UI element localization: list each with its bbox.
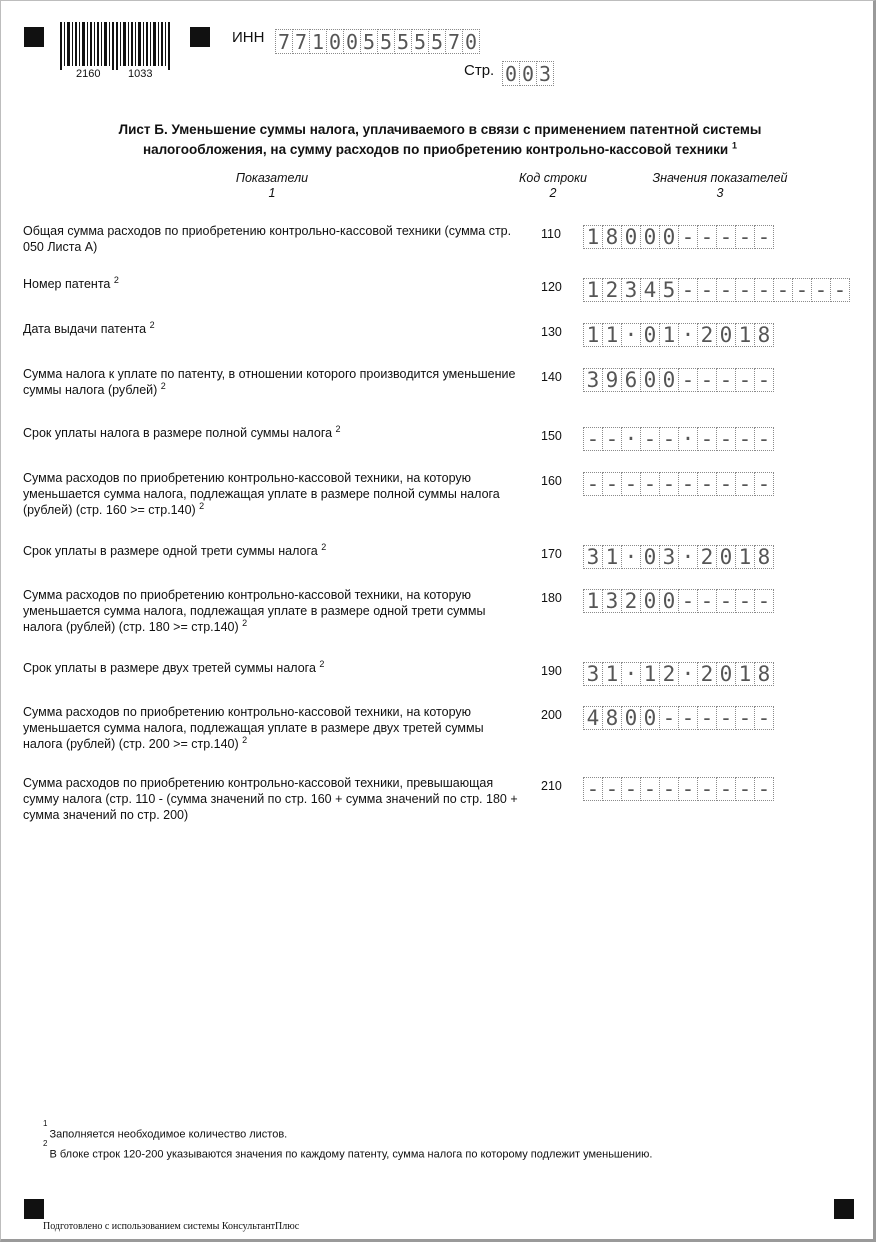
page-label: Стр. [464, 62, 495, 79]
char-cell[interactable]: - [640, 777, 660, 801]
row-value-field-170[interactable] [583, 545, 773, 569]
char-cell[interactable]: - [621, 472, 641, 496]
char-cell[interactable]: 5 [360, 29, 378, 54]
row-value-field-190[interactable] [583, 662, 773, 686]
column-header-values-number: 3 [716, 186, 724, 200]
char-cell[interactable]: - [716, 706, 736, 730]
registration-marker-top-left [24, 27, 44, 47]
char-cell[interactable]: 2 [621, 589, 641, 613]
char-cell[interactable]: - [583, 777, 603, 801]
char-cell[interactable]: - [716, 225, 736, 249]
char-cell[interactable]: 2 [697, 662, 717, 686]
char-cell[interactable]: - [754, 278, 774, 302]
char-cell[interactable]: · [678, 662, 698, 686]
row-label-170 [23, 543, 523, 559]
char-cell[interactable]: 4 [640, 278, 660, 302]
char-cell[interactable]: - [697, 368, 717, 392]
char-cell[interactable]: - [716, 368, 736, 392]
char-cell[interactable]: 8 [754, 545, 774, 569]
sheet-title-line-2: налогообложения, на сумму расходов по приобретению контрольно-кассовой техники [142, 142, 729, 157]
footnote-mark: 2 [321, 541, 327, 552]
char-cell[interactable]: - [697, 777, 717, 801]
row-code-170: 170 [541, 547, 562, 561]
char-cell[interactable]: - [735, 368, 755, 392]
char-cell[interactable]: 0 [343, 29, 361, 54]
page-number-field[interactable] [502, 61, 553, 86]
prepared-by-note: Подготовлено с использованием системы КонсультантПлюс [43, 1221, 300, 1232]
sheet-title-line-1: Лист Б. Уменьшение суммы налога, уплачиваемого в связи с применением патентной системы [118, 122, 762, 137]
char-cell[interactable]: 0 [659, 368, 679, 392]
char-cell[interactable]: - [735, 278, 755, 302]
char-cell[interactable]: 9 [602, 368, 622, 392]
char-cell[interactable]: 3 [536, 61, 554, 86]
char-cell[interactable]: 6 [621, 368, 641, 392]
char-cell[interactable]: 1 [583, 589, 603, 613]
char-cell[interactable]: 5 [659, 278, 679, 302]
registration-marker-top-right [190, 27, 210, 47]
char-cell[interactable]: 2 [697, 323, 717, 347]
row-label-180 [23, 587, 523, 635]
char-cell[interactable]: 0 [716, 545, 736, 569]
char-cell[interactable]: 0 [659, 225, 679, 249]
row-code-140: 140 [541, 370, 562, 384]
row-label-110 [23, 223, 523, 255]
row-label-210 [23, 775, 523, 823]
row-label-text: Срок уплаты налога в размере полной суммы налога [23, 426, 333, 440]
char-cell[interactable]: - [811, 278, 831, 302]
char-cell[interactable]: 1 [735, 545, 755, 569]
row-label-200 [23, 704, 523, 752]
char-cell[interactable]: 3 [659, 545, 679, 569]
char-cell[interactable]: - [792, 278, 812, 302]
char-cell[interactable]: - [735, 225, 755, 249]
char-cell[interactable]: 0 [462, 29, 480, 54]
row-label-text: Номер патента [23, 277, 111, 291]
char-cell[interactable]: - [697, 278, 717, 302]
char-cell[interactable]: 0 [640, 368, 660, 392]
row-label-190 [23, 660, 523, 676]
char-cell[interactable]: - [697, 225, 717, 249]
barcode-number-right: 1033 [128, 68, 153, 80]
char-cell[interactable]: - [716, 278, 736, 302]
char-cell[interactable]: 1 [583, 225, 603, 249]
footnote-1 [43, 1119, 288, 1141]
footnote-2-mark: 2 [43, 1139, 48, 1148]
row-value-field-130[interactable] [583, 323, 773, 347]
char-cell[interactable]: 1 [659, 323, 679, 347]
char-cell[interactable]: 0 [640, 225, 660, 249]
column-header-values [630, 171, 810, 201]
char-cell[interactable]: - [754, 777, 774, 801]
row-code-110: 110 [541, 227, 561, 241]
char-cell[interactable]: - [621, 777, 641, 801]
char-cell[interactable]: 3 [583, 368, 603, 392]
char-cell[interactable]: 2 [659, 662, 679, 686]
char-cell[interactable]: 0 [640, 545, 660, 569]
sheet-title [60, 120, 820, 160]
row-code-200: 200 [541, 708, 562, 722]
row-code-210: 210 [541, 779, 562, 793]
char-cell[interactable]: - [659, 706, 679, 730]
column-header-values-label: Значения показателей [652, 171, 788, 185]
char-cell[interactable]: - [640, 472, 660, 496]
row-label-text: Общая сумма расходов по приобретению контрольно-кассовой техники (сумма стр. 050 Листа А) [23, 224, 512, 254]
row-label-120 [23, 276, 523, 292]
char-cell[interactable]: 3 [621, 278, 641, 302]
char-cell[interactable]: 0 [659, 589, 679, 613]
char-cell[interactable]: - [678, 225, 698, 249]
char-cell[interactable]: - [678, 278, 698, 302]
char-cell[interactable]: - [716, 427, 736, 451]
char-cell[interactable]: - [735, 427, 755, 451]
char-cell[interactable]: - [830, 278, 850, 302]
char-cell[interactable]: 7 [292, 29, 310, 54]
char-cell[interactable]: 0 [716, 662, 736, 686]
footnote-mark: 2 [242, 734, 248, 745]
char-cell[interactable]: 5 [428, 29, 446, 54]
char-cell[interactable]: - [659, 427, 679, 451]
char-cell[interactable]: 1 [309, 29, 327, 54]
char-cell[interactable]: 1 [583, 278, 603, 302]
char-cell[interactable]: 1 [602, 545, 622, 569]
row-label-text: Срок уплаты в размере двух третей суммы налога [23, 661, 316, 675]
row-code-130: 130 [541, 325, 562, 339]
char-cell[interactable]: 0 [326, 29, 344, 54]
char-cell[interactable]: - [735, 472, 755, 496]
row-label-text: Сумма расходов по приобретению контрольно-кассовой техники, на которую уменьшается сумма налога, подлежащая уплате в размере одной трети суммы налога (рублей) (стр. 180 >= стр.140) [23, 588, 486, 634]
footnote-1-text: Заполняется необходимое количество листов. [49, 1128, 288, 1141]
char-cell[interactable]: 2 [697, 545, 717, 569]
title-footnote-mark: 1 [731, 140, 737, 151]
row-label-130 [23, 321, 523, 337]
char-cell[interactable]: 3 [602, 589, 622, 613]
row-value-field-180[interactable] [583, 589, 773, 613]
char-cell[interactable]: - [602, 472, 622, 496]
footnote-2 [43, 1139, 653, 1161]
char-cell[interactable]: 8 [602, 225, 622, 249]
footnote-mark: 2 [335, 423, 341, 434]
char-cell[interactable]: - [678, 777, 698, 801]
char-cell[interactable]: - [697, 427, 717, 451]
char-cell[interactable]: 5 [411, 29, 429, 54]
char-cell[interactable]: - [583, 427, 603, 451]
char-cell[interactable]: · [678, 323, 698, 347]
char-cell[interactable]: 5 [394, 29, 412, 54]
footnote-1-mark: 1 [43, 1119, 48, 1128]
registration-marker-bottom-right [834, 1199, 854, 1219]
char-cell[interactable]: - [659, 472, 679, 496]
row-label-text: Срок уплаты в размере одной трети суммы налога [23, 544, 318, 558]
row-code-180: 180 [541, 591, 562, 605]
char-cell[interactable]: - [602, 427, 622, 451]
column-header-line-code [503, 171, 603, 201]
char-cell[interactable]: 3 [583, 545, 603, 569]
row-label-150 [23, 425, 523, 441]
char-cell[interactable]: 0 [502, 61, 520, 86]
char-cell[interactable]: 8 [754, 662, 774, 686]
barcode-number-left: 2160 [76, 68, 101, 80]
char-cell[interactable]: - [754, 472, 774, 496]
char-cell[interactable]: 8 [602, 706, 622, 730]
char-cell[interactable]: · [621, 662, 641, 686]
row-value-field-210[interactable] [583, 777, 773, 801]
char-cell[interactable]: - [678, 589, 698, 613]
row-code-150: 150 [541, 429, 562, 443]
char-cell[interactable]: 1 [735, 323, 755, 347]
char-cell[interactable]: - [735, 589, 755, 613]
char-cell[interactable]: · [678, 545, 698, 569]
char-cell[interactable]: 4 [583, 706, 603, 730]
row-label-text: Сумма расходов по приобретению контрольно-кассовой техники, на которую уменьшается сумма налога, подлежащая уплате в размере двух третей суммы налога (рублей) (стр. 200 >= стр.140) [23, 705, 484, 751]
column-header-indicators-number: 1 [268, 186, 276, 200]
column-header-line-code-number: 2 [549, 186, 557, 200]
row-value-field-160[interactable] [583, 472, 773, 496]
column-header-indicators [192, 171, 352, 201]
inn-field[interactable] [275, 29, 479, 54]
char-cell[interactable]: · [621, 323, 641, 347]
char-cell[interactable]: 2 [602, 278, 622, 302]
char-cell[interactable]: 0 [519, 61, 537, 86]
footnote-mark: 2 [113, 274, 119, 285]
char-cell[interactable]: 0 [716, 323, 736, 347]
char-cell[interactable]: 0 [640, 323, 660, 347]
column-header-line-code-label: Код строки [519, 171, 587, 185]
char-cell[interactable]: - [735, 777, 755, 801]
char-cell[interactable]: 1 [640, 662, 660, 686]
char-cell[interactable]: - [640, 427, 660, 451]
char-cell[interactable]: - [697, 472, 717, 496]
char-cell[interactable]: · [621, 427, 641, 451]
row-label-text: Дата выдачи патента [23, 322, 147, 336]
char-cell[interactable]: - [716, 472, 736, 496]
char-cell[interactable]: 8 [754, 323, 774, 347]
row-value-field-110[interactable] [583, 225, 773, 249]
char-cell[interactable]: 0 [640, 706, 660, 730]
char-cell[interactable]: - [754, 427, 774, 451]
char-cell[interactable]: 7 [445, 29, 463, 54]
char-cell[interactable]: - [678, 472, 698, 496]
footnote-mark: 2 [149, 319, 155, 330]
char-cell[interactable]: · [621, 545, 641, 569]
char-cell[interactable]: - [697, 706, 717, 730]
row-code-190: 190 [541, 664, 562, 678]
char-cell[interactable]: - [754, 706, 774, 730]
char-cell[interactable]: 1 [602, 662, 622, 686]
char-cell[interactable]: - [716, 589, 736, 613]
row-label-160 [23, 470, 523, 518]
char-cell[interactable]: 0 [640, 589, 660, 613]
registration-marker-bottom-left [24, 1199, 44, 1219]
char-cell[interactable]: - [697, 589, 717, 613]
row-code-120: 120 [541, 280, 562, 294]
footnote-2-text: В блоке строк 120-200 указываются значения по каждому патенту, сумма налога по которому подлежит уменьшению. [49, 1148, 653, 1161]
row-label-text: Сумма расходов по приобретению контрольно-кассовой техники, на которую уменьшается сумма налога, подлежащая уплате в размере полной суммы налога (рублей) (стр. 160 >= стр.140) [23, 471, 500, 517]
char-cell[interactable]: - [754, 225, 774, 249]
char-cell[interactable]: 0 [621, 706, 641, 730]
row-label-text: Сумма расходов по приобретению контрольно-кассовой техники, превышающая сумму налога (стр. 110 - (сумма значений по стр. 160 + сумма значений по стр. 180 + сумма значений по стр. 200) [23, 776, 518, 822]
char-cell[interactable]: 5 [377, 29, 395, 54]
row-value-field-140[interactable] [583, 368, 773, 392]
footnote-mark: 2 [160, 380, 166, 391]
footnote-mark: 2 [242, 617, 248, 628]
char-cell[interactable]: 0 [621, 225, 641, 249]
char-cell[interactable]: - [678, 368, 698, 392]
char-cell[interactable]: 7 [275, 29, 293, 54]
char-cell[interactable]: - [602, 777, 622, 801]
inn-label: ИНН [232, 29, 265, 46]
char-cell[interactable]: - [583, 472, 603, 496]
row-label-text: Сумма налога к уплате по патенту, в отношении которого производится уменьшение суммы налога (рублей) [23, 367, 516, 397]
column-header-indicators-label: Показатели [235, 171, 309, 185]
row-value-field-120[interactable] [583, 278, 849, 302]
row-value-field-150[interactable] [583, 427, 773, 451]
barcode [60, 22, 172, 70]
char-cell[interactable]: - [735, 706, 755, 730]
char-cell[interactable]: - [773, 278, 793, 302]
char-cell[interactable]: 1 [735, 662, 755, 686]
row-code-160: 160 [541, 474, 562, 488]
char-cell[interactable]: - [716, 777, 736, 801]
row-value-field-200[interactable] [583, 706, 773, 730]
row-label-140 [23, 366, 523, 398]
char-cell[interactable]: - [678, 706, 698, 730]
char-cell[interactable]: · [678, 427, 698, 451]
char-cell[interactable]: 3 [583, 662, 603, 686]
footnote-mark: 2 [319, 658, 325, 669]
char-cell[interactable]: - [754, 368, 774, 392]
char-cell[interactable]: - [754, 589, 774, 613]
char-cell[interactable]: 1 [602, 323, 622, 347]
char-cell[interactable]: - [659, 777, 679, 801]
footnote-mark: 2 [199, 500, 205, 511]
char-cell[interactable]: 1 [583, 323, 603, 347]
